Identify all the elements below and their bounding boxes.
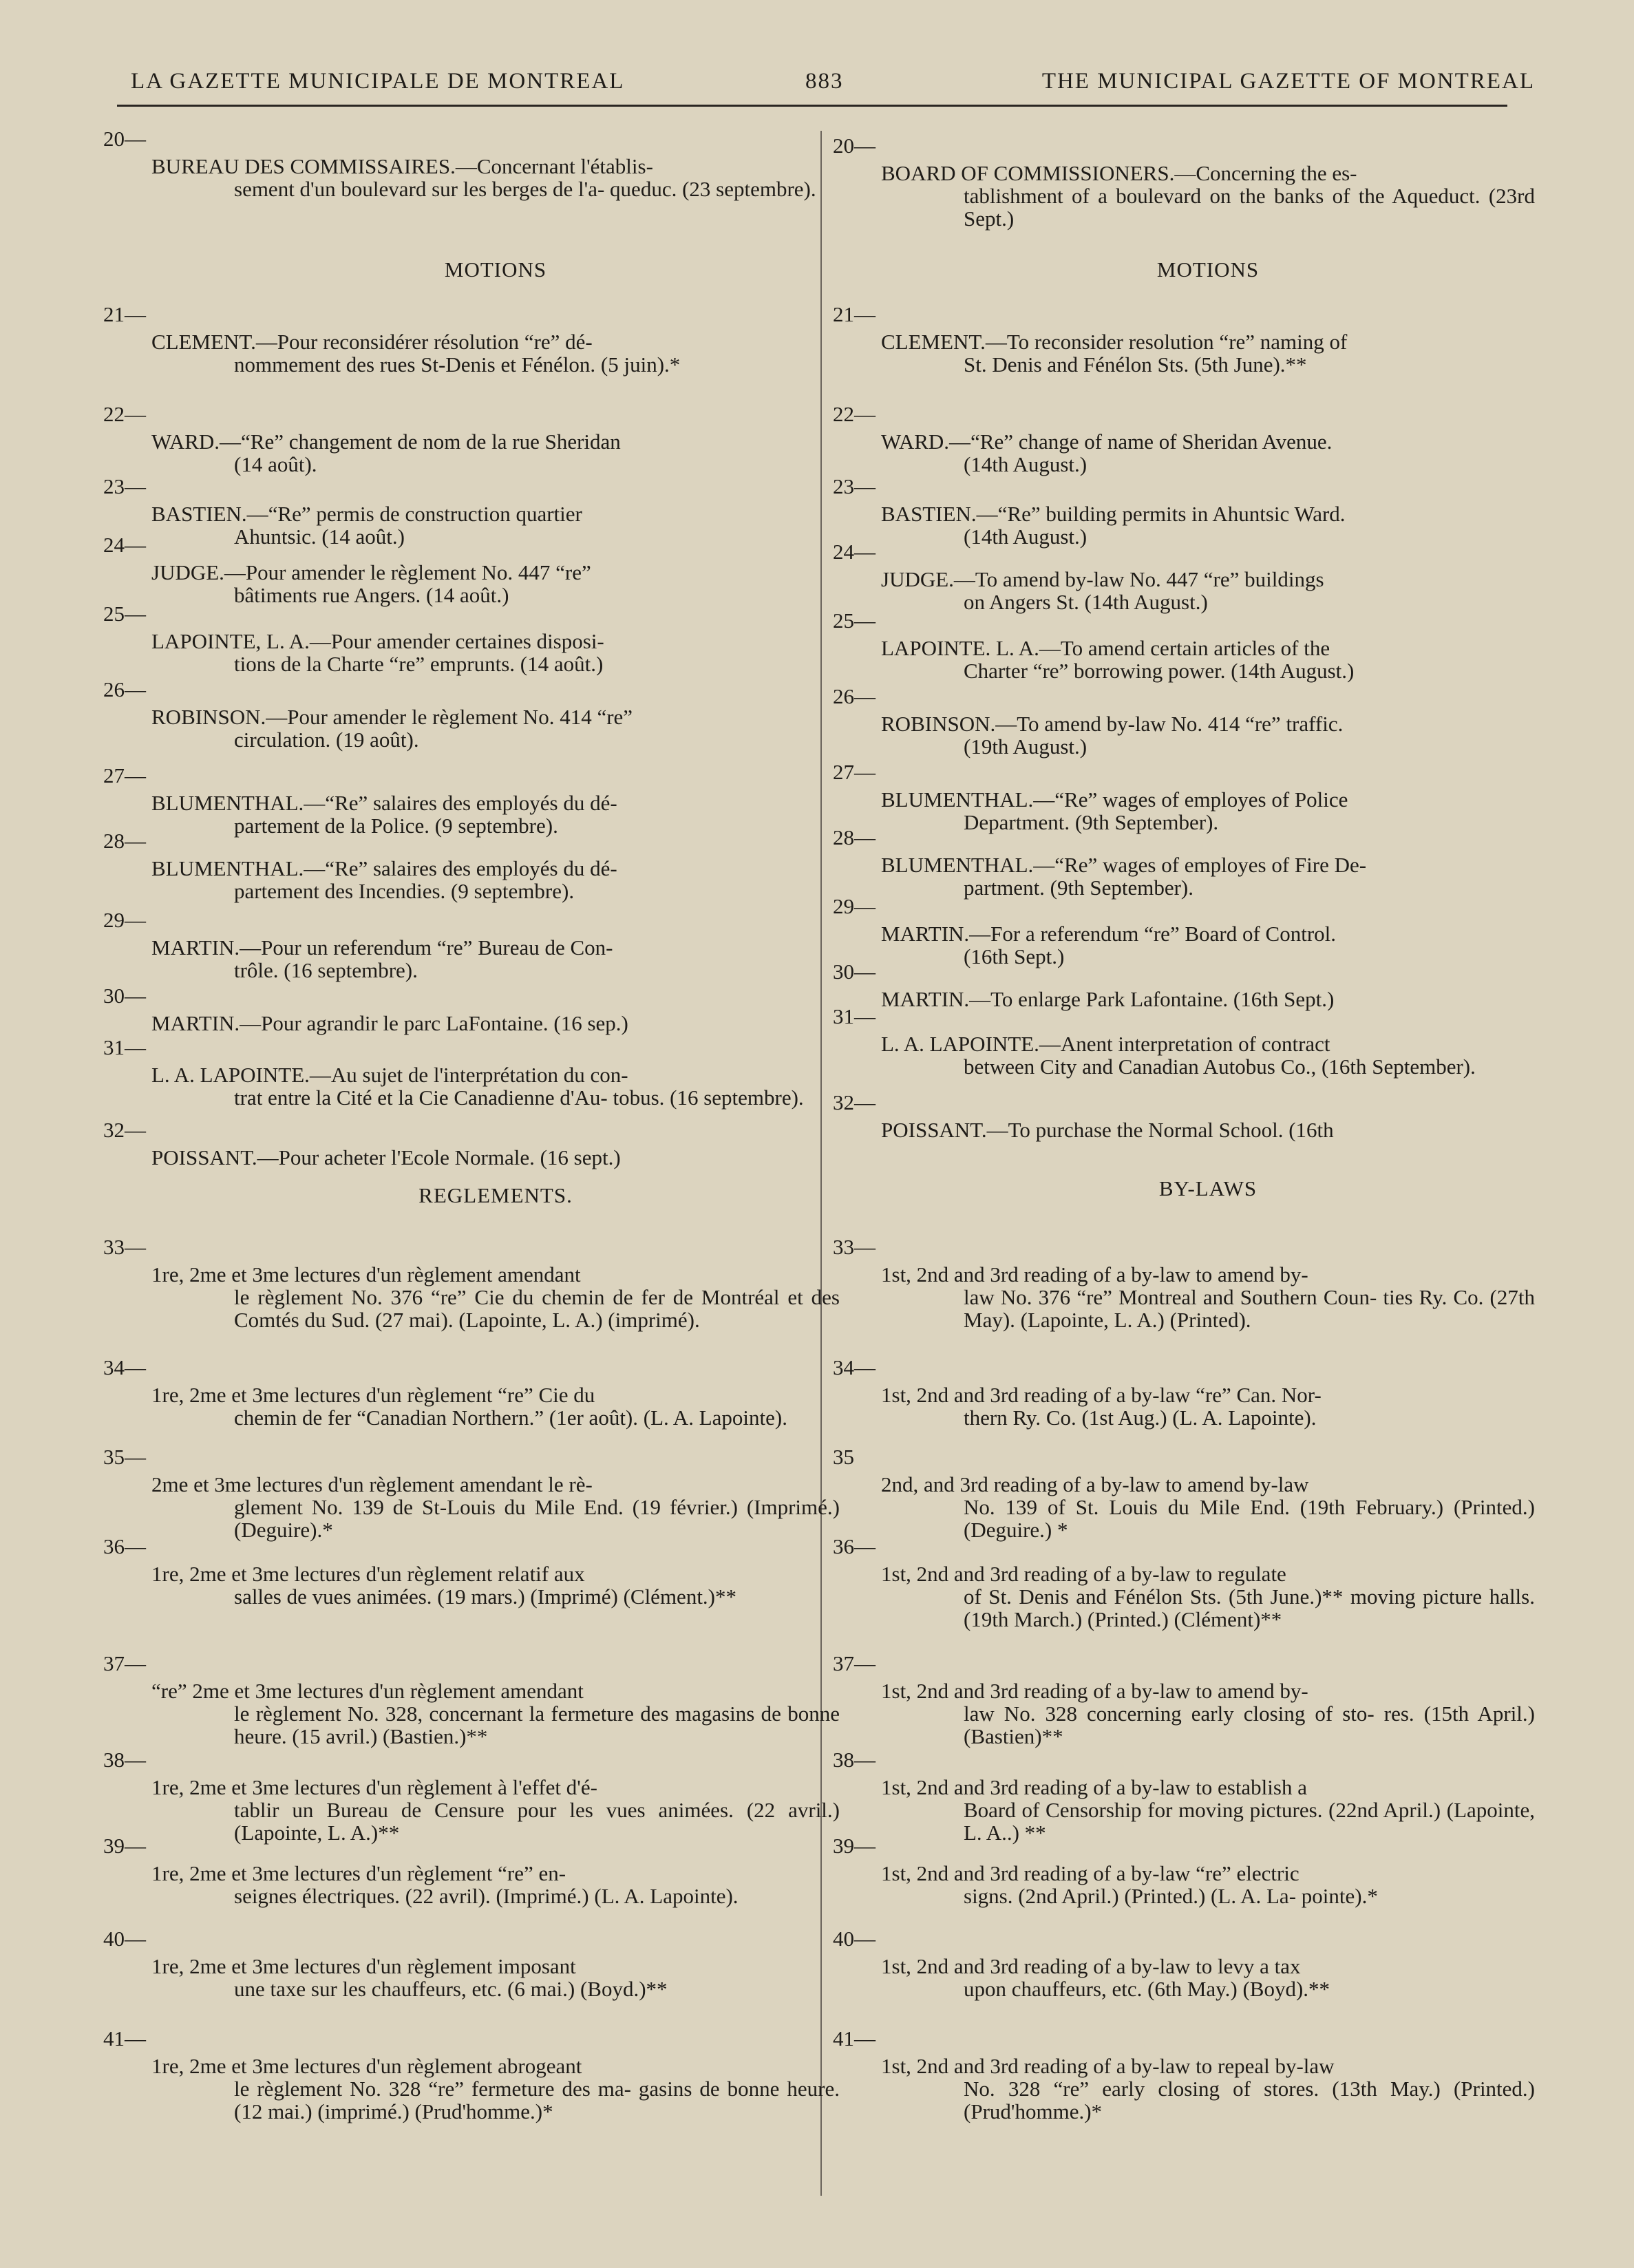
item-first-line: 1st, 2nd and 3rd reading of a by-law “re” electric bbox=[881, 1861, 1299, 1885]
item-continuation: bâtiments rue Angers. (14 août.) bbox=[234, 583, 509, 607]
item-first-line: 2me et 3me lectures d'un règlement amendant le rè- bbox=[151, 1472, 593, 1496]
item-first-line: JUDGE.—To amend by-law No. 447 “re” buildings bbox=[881, 567, 1324, 591]
item-first-line: BLUMENTHAL.—“Re” wages of employes of Police bbox=[881, 787, 1348, 812]
french-title: LA GAZETTE MUNICIPALE DE MONTREAL bbox=[131, 69, 625, 94]
list-item bbox=[151, 2055, 840, 2123]
item-first-line: BLUMENTHAL.—“Re” salaires des employés du dé- bbox=[151, 856, 617, 880]
item-first-line: BOARD OF COMMISSIONERS.—Concerning the es- bbox=[881, 161, 1357, 185]
motions-heading-en: MOTIONS bbox=[1156, 257, 1260, 282]
item-continuation: (14 août). bbox=[234, 452, 317, 476]
item-continuation: of St. Denis and Fénélon Sts. (5th June.)** moving picture halls. (19th March.) (Printed.) (Clément)** bbox=[964, 1585, 1535, 1631]
item-continuation: tablishment of a boulevard on the banks of the Aqueduct. (23rd Sept.) bbox=[964, 184, 1535, 231]
item-number: 38— bbox=[103, 1748, 146, 1772]
item-number: 36— bbox=[103, 1534, 146, 1558]
item-continuation: circulation. (19 août). bbox=[234, 728, 419, 752]
item-continuation: (19th August.) bbox=[964, 734, 1087, 759]
bylaws-heading: BY-LAWS bbox=[1158, 1176, 1258, 1200]
item-first-line: MARTIN.—Pour un referendum “re” Bureau de Con- bbox=[151, 935, 613, 960]
item-number: 35 bbox=[833, 1445, 854, 1469]
item-first-line: MARTIN.—To enlarge Park Lafontaine. (16th Sept.) bbox=[881, 987, 1335, 1011]
item-continuation: (16th Sept.) bbox=[964, 944, 1065, 968]
item-first-line: WARD.—“Re” change of name of Sheridan Avenue. bbox=[881, 430, 1333, 454]
list-item bbox=[151, 936, 840, 982]
item-first-line: 1st, 2nd and 3rd reading of a by-law to amend by- bbox=[881, 1679, 1308, 1703]
list-item bbox=[151, 792, 840, 837]
item-first-line: L. A. LAPOINTE.—Anent interpretation of contract bbox=[881, 1032, 1330, 1056]
item-continuation: partment. (9th September). bbox=[964, 876, 1194, 900]
list-item bbox=[151, 1384, 840, 1429]
item-number: 21— bbox=[833, 302, 876, 326]
item-number: 25— bbox=[833, 608, 876, 633]
item-number: 33— bbox=[833, 1235, 876, 1259]
item-number: 28— bbox=[103, 829, 146, 853]
list-item bbox=[151, 1862, 840, 1907]
item-number: 32— bbox=[833, 1090, 876, 1114]
item-first-line: 2nd, and 3rd reading of a by-law to amend by-law bbox=[881, 1472, 1309, 1496]
item-first-line: 1re, 2me et 3me lectures d'un règlement “re” en- bbox=[151, 1861, 566, 1885]
item-number: 26— bbox=[103, 677, 146, 701]
reglements-heading: REGLEMENTS. bbox=[418, 1183, 573, 1207]
item-first-line: 1st, 2nd and 3rd reading of a by-law to repeal by-law bbox=[881, 2054, 1335, 2078]
item-continuation: sement d'un boulevard sur les berges de l'a- queduc. (23 septembre). bbox=[234, 177, 816, 201]
item-first-line: ROBINSON.—Pour amender le règlement No. 414 “re” bbox=[151, 705, 633, 729]
item-continuation: No. 328 “re” early closing of stores. (13th May.) (Printed.) (Prud'homme.)* bbox=[964, 2077, 1535, 2123]
list-item bbox=[151, 1562, 840, 1608]
item-number: 36— bbox=[833, 1534, 876, 1558]
item-continuation: trat entre la Cité et la Cie Canadienne d'Au- tobus. (16 septembre). bbox=[234, 1085, 804, 1110]
list-item bbox=[881, 922, 1535, 968]
item-number: 31— bbox=[833, 1004, 876, 1028]
page-header bbox=[117, 69, 1535, 103]
item-number: 26— bbox=[833, 684, 876, 708]
list-item bbox=[151, 502, 840, 548]
item-number: 27— bbox=[103, 763, 146, 787]
item-first-line: BUREAU DES COMMISSAIRES.—Concernant l'établis- bbox=[151, 154, 653, 178]
list-item bbox=[151, 561, 840, 606]
list-item bbox=[151, 155, 840, 200]
list-item bbox=[151, 857, 840, 902]
list-item bbox=[881, 788, 1535, 834]
item-continuation: law No. 376 “re” Montreal and Southern Coun- ties Ry. Co. (27th May). (Lapointe, L. A.) (Printed). bbox=[964, 1285, 1535, 1332]
item-continuation: salles de vues animées. (19 mars.) (Imprimé) (Clément.)** bbox=[234, 1585, 736, 1609]
item-continuation: le règlement No. 328 “re” fermeture des ma- gasins de bonne heure. (12 mai.) (imprimé.) (Prud'homme.)* bbox=[234, 2077, 840, 2123]
list-item bbox=[151, 630, 840, 675]
item-number: 37— bbox=[833, 1651, 876, 1675]
item-number: 21— bbox=[103, 302, 146, 326]
item-first-line: WARD.—“Re” changement de nom de la rue Sheridan bbox=[151, 430, 621, 454]
item-first-line: LAPOINTE. L. A.—To amend certain articles of the bbox=[881, 636, 1330, 660]
item-continuation: St. Denis and Fénélon Sts. (5th June).** bbox=[964, 352, 1307, 377]
list-item bbox=[881, 854, 1535, 899]
item-first-line: BLUMENTHAL.—“Re” salaires des employés du dé- bbox=[151, 791, 617, 815]
item-continuation: chemin de fer “Canadian Northern.” (1er août). (L. A. Lapointe). bbox=[234, 1406, 787, 1430]
list-item bbox=[151, 1679, 840, 1748]
list-item bbox=[881, 1473, 1535, 1541]
item-continuation: law No. 328 concerning early closing of sto- res. (15th April.) (Bastien)** bbox=[964, 1702, 1535, 1748]
item-continuation: partement des Incendies. (9 septembre). bbox=[234, 879, 575, 903]
list-item bbox=[881, 330, 1535, 376]
item-number: 40— bbox=[103, 1927, 146, 1951]
item-continuation: No. 139 of St. Louis du Mile End. (19th February.) (Printed.) (Deguire.) * bbox=[964, 1495, 1535, 1542]
item-number: 33— bbox=[103, 1235, 146, 1259]
item-number: 39— bbox=[103, 1834, 146, 1858]
item-first-line: 1re, 2me et 3me lectures d'un règlement imposant bbox=[151, 1954, 576, 1978]
item-first-line: 1st, 2nd and 3rd reading of a by-law to establish a bbox=[881, 1775, 1307, 1799]
list-item bbox=[881, 2055, 1535, 2123]
item-number: 22— bbox=[833, 402, 876, 426]
item-first-line: 1re, 2me et 3me lectures d'un règlement abrogeant bbox=[151, 2054, 582, 2078]
item-first-line: BASTIEN.—“Re” building permits in Ahuntsic Ward. bbox=[881, 502, 1346, 526]
item-continuation: Board of Censorship for moving pictures. (22nd April.) (Lapointe, L. A..) ** bbox=[964, 1798, 1535, 1845]
list-item bbox=[881, 1263, 1535, 1331]
item-number: 24— bbox=[103, 533, 146, 557]
list-item bbox=[881, 502, 1535, 548]
list-item bbox=[881, 430, 1535, 476]
list-item bbox=[881, 1679, 1535, 1748]
item-first-line: 1re, 2me et 3me lectures d'un règlement amendant bbox=[151, 1262, 581, 1286]
item-number: 20— bbox=[103, 127, 146, 151]
item-first-line: 1st, 2nd and 3rd reading of a by-law “re” Can. Nor- bbox=[881, 1383, 1322, 1407]
item-number: 30— bbox=[103, 984, 146, 1008]
item-first-line: 1st, 2nd and 3rd reading of a by-law to amend by- bbox=[881, 1262, 1308, 1286]
item-first-line: JUDGE.—Pour amender le règlement No. 447 “re” bbox=[151, 560, 591, 584]
item-number: 29— bbox=[103, 908, 146, 932]
item-first-line: POISSANT.—Pour acheter l'Ecole Normale. (16 sept.) bbox=[151, 1145, 621, 1169]
list-item bbox=[881, 1562, 1535, 1631]
page-number: 883 bbox=[805, 69, 844, 94]
list-item bbox=[881, 1955, 1535, 2000]
item-continuation: tions de la Charte “re” emprunts. (14 août.) bbox=[234, 652, 604, 676]
list-item bbox=[151, 430, 840, 476]
item-first-line: BASTIEN.—“Re” permis de construction quartier bbox=[151, 502, 582, 526]
item-continuation: on Angers St. (14th August.) bbox=[964, 590, 1208, 614]
item-continuation: le règlement No. 376 “re” Cie du chemin de fer de Montréal et des Comtés du Sud. (27 mai). (Lapointe, L. A.) (imprimé). bbox=[234, 1285, 840, 1332]
item-number: 27— bbox=[833, 760, 876, 784]
item-number: 28— bbox=[833, 825, 876, 849]
item-number: 22— bbox=[103, 402, 146, 426]
item-number: 38— bbox=[833, 1748, 876, 1772]
item-number: 37— bbox=[103, 1651, 146, 1675]
item-first-line: 1re, 2me et 3me lectures d'un règlement à l'effet d'é- bbox=[151, 1775, 597, 1799]
item-continuation: une taxe sur les chauffeurs, etc. (6 mai.) (Boyd.)** bbox=[234, 1977, 668, 2001]
item-number: 31— bbox=[103, 1035, 146, 1059]
item-continuation: thern Ry. Co. (1st Aug.) (L. A. Lapointe). bbox=[964, 1406, 1317, 1430]
list-item bbox=[881, 568, 1535, 613]
item-number: 35— bbox=[103, 1445, 146, 1469]
item-number: 20— bbox=[833, 134, 876, 158]
list-item bbox=[881, 1384, 1535, 1429]
motions-heading-fr: MOTIONS bbox=[444, 257, 547, 282]
item-first-line: ROBINSON.—To amend by-law No. 414 “re” traffic. bbox=[881, 712, 1344, 736]
item-number: 29— bbox=[833, 894, 876, 918]
list-item bbox=[881, 1032, 1535, 1078]
list-item bbox=[151, 330, 840, 376]
item-first-line: 1st, 2nd and 3rd reading of a by-law to regulate bbox=[881, 1562, 1286, 1586]
item-continuation: (14th August.) bbox=[964, 524, 1087, 549]
item-first-line: BLUMENTHAL.—“Re” wages of employes of Fire De- bbox=[881, 853, 1367, 877]
item-number: 32— bbox=[103, 1118, 146, 1142]
item-first-line: CLEMENT.—Pour reconsidérer résolution “re” dé- bbox=[151, 330, 593, 354]
list-item bbox=[881, 712, 1535, 758]
item-continuation: between City and Canadian Autobus Co., (16th September). bbox=[964, 1054, 1476, 1079]
header-rule bbox=[117, 105, 1507, 107]
item-first-line: “re” 2me et 3me lectures d'un règlement amendant bbox=[151, 1679, 584, 1703]
list-item bbox=[151, 1263, 840, 1331]
item-continuation: nommement des rues St-Denis et Fénélon. (5 juin).* bbox=[234, 352, 681, 377]
list-item bbox=[151, 1012, 840, 1035]
list-item bbox=[151, 1776, 840, 1844]
item-continuation: seignes électriques. (22 avril). (Imprimé.) (L. A. Lapointe). bbox=[234, 1884, 739, 1908]
item-first-line: MARTIN.—Pour agrandir le parc LaFontaine. (16 sep.) bbox=[151, 1011, 628, 1035]
item-first-line: CLEMENT.—To reconsider resolution “re” naming of bbox=[881, 330, 1348, 354]
item-continuation: tablir un Bureau de Censure pour les vues animées. (22 avril.) (Lapointe, L. A.)** bbox=[234, 1798, 840, 1845]
item-continuation: upon chauffeurs, etc. (6th May.) (Boyd).** bbox=[964, 1977, 1330, 2001]
item-continuation: Department. (9th September). bbox=[964, 810, 1219, 834]
list-item bbox=[151, 1473, 840, 1541]
item-first-line: 1st, 2nd and 3rd reading of a by-law to levy a tax bbox=[881, 1954, 1301, 1978]
item-number: 23— bbox=[103, 474, 146, 498]
item-continuation: glement No. 139 de St-Louis du Mile End. (19 février.) (Imprimé.) (Deguire).* bbox=[234, 1495, 840, 1542]
list-item bbox=[881, 637, 1535, 682]
item-first-line: 1re, 2me et 3me lectures d'un règlement relatif aux bbox=[151, 1562, 585, 1586]
list-item bbox=[881, 1862, 1535, 1907]
item-continuation: le règlement No. 328, concernant la fermeture des magasins de bonne heure. (15 avril.) (Bastien.)** bbox=[234, 1702, 840, 1748]
item-number: 25— bbox=[103, 602, 146, 626]
item-first-line: POISSANT.—To purchase the Normal School. (16th bbox=[881, 1118, 1334, 1142]
item-number: 23— bbox=[833, 474, 876, 498]
list-item bbox=[151, 1063, 840, 1109]
english-title: THE MUNICIPAL GAZETTE OF MONTREAL bbox=[1041, 69, 1535, 94]
item-continuation: trôle. (16 septembre). bbox=[234, 958, 418, 982]
item-number: 40— bbox=[833, 1927, 876, 1951]
list-item bbox=[881, 162, 1535, 230]
list-item bbox=[151, 1146, 840, 1169]
list-item bbox=[151, 706, 840, 751]
item-continuation: Charter “re” borrowing power. (14th August.) bbox=[964, 659, 1355, 683]
item-continuation: partement de la Police. (9 septembre). bbox=[234, 814, 558, 838]
item-number: 39— bbox=[833, 1834, 876, 1858]
list-item bbox=[151, 1955, 840, 2000]
list-item bbox=[881, 1119, 1535, 1141]
list-item bbox=[881, 1776, 1535, 1844]
item-number: 30— bbox=[833, 960, 876, 984]
item-number: 41— bbox=[103, 2026, 146, 2050]
item-continuation: Ahuntsic. (14 août.) bbox=[234, 524, 405, 549]
list-item bbox=[881, 988, 1535, 1010]
item-first-line: 1re, 2me et 3me lectures d'un règlement “re” Cie du bbox=[151, 1383, 595, 1407]
item-first-line: MARTIN.—For a referendum “re” Board of Control. bbox=[881, 922, 1337, 946]
item-number: 41— bbox=[833, 2026, 876, 2050]
item-number: 24— bbox=[833, 540, 876, 564]
item-first-line: L. A. LAPOINTE.—Au sujet de l'interprétation du con- bbox=[151, 1063, 628, 1087]
item-number: 34— bbox=[833, 1355, 876, 1379]
item-continuation: (14th August.) bbox=[964, 452, 1087, 476]
item-number: 34— bbox=[103, 1355, 146, 1379]
item-first-line: LAPOINTE, L. A.—Pour amender certaines disposi- bbox=[151, 629, 604, 653]
item-continuation: signs. (2nd April.) (Printed.) (L. A. La- pointe).* bbox=[964, 1884, 1378, 1908]
